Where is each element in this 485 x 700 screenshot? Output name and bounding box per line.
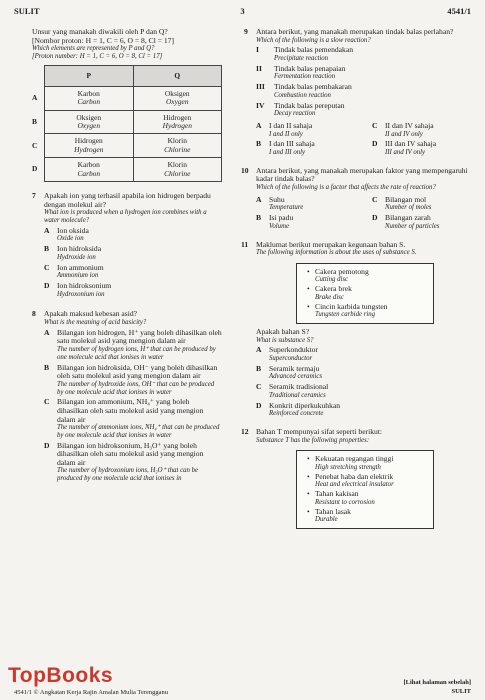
option-c: C Bilangan mol Number of moles: [372, 194, 432, 212]
table-row: A Karbon Carbon Oksigen Oxygen: [32, 86, 222, 110]
page-header: [14, 6, 471, 20]
box-item: • Cakera pemotong Cutting disc: [307, 268, 425, 284]
box-item: • Tahan kakisan Resistant to corrosion: [307, 490, 425, 506]
col-p-header: P: [45, 65, 134, 86]
q9-options: [256, 120, 474, 157]
col-q-header: Q: [133, 65, 222, 86]
q10-options: [256, 194, 474, 231]
option-b: B Bilangan ion hidroksida, OH⁻ yang boleh dihasilkan oleh satu molekul asid yang mengion dalam air The number of hydroxide ions, OH⁻ that can be produced by one molecule acid that ionises in water: [44, 362, 218, 396]
topbooks-logo: TopBooks: [8, 664, 114, 687]
page-number: 3: [240, 6, 245, 16]
question-10: 10 Antara berikut, yang manakah merupakan faktor yang mempengaruhi kadar tindak balas? Which of the following is a factor that affects the rate of reaction? A Suhu Temperature C Bilangan mol Number of moles B Isi padu Volume D Bilangan zarah Number of particles: [244, 167, 474, 231]
statement-iv: IV Tindak balas pereputan Decay reaction: [256, 100, 345, 118]
statement-iii: III Tindak balas pembakaran Combustion reaction: [256, 82, 352, 99]
option-a: A Bilangan ion hidrogen, H⁺ yang boleh dihasilkan oleh satu molekul asid yang mengion dalam air The number of hydrogen ions, H⁺ that can be produced by one molecule acid that ionises in water: [44, 327, 222, 361]
option-b: B I dan III sahaja I and III only: [256, 139, 315, 156]
option-d: D Konkrit diperkukuhkan Reinforced concrete: [256, 400, 341, 418]
paper-code: 4541/1: [447, 6, 471, 16]
box-item: • Cincin karbida tungsten Tungsten carbide ring: [307, 303, 425, 319]
statement-ii: II Tindak balas penapaian Fermentation reaction: [256, 63, 346, 81]
statement-i: I Tindak balas pemendakan Precipitate reaction: [256, 45, 354, 62]
option-d: D III dan IV sahaja III and IV only: [372, 139, 437, 156]
option-d: D Bilangan ion hidroksonium, H₃O⁺ yang boleh dihasilkan oleh satu molekul asid yang mengion dalam air The number of hydroxonium ions, H₃O⁺ that can be produced by one molecule acid that ionises in: [44, 440, 204, 483]
option-c: C Ion ammonium Ammonium ion: [44, 262, 104, 280]
question-11: 11 Maklumat berikut merupakan kegunaan bahan S. The following information is about the uses of substance S. • Cakera pemotong Cutting disc • Cakera brek Brake disc • Cincin karbida tungsten Tungsten carbide ring Apakah bahan S? What is substance S? A Superkonduktor Superconductor B Seramik termaju Advanced ceramics C Seramik tradisional Traditional ceramics D Konkrit diperkukuhkan Reinforced concrete: [244, 241, 474, 419]
q6-intro: Unsur yang manakah diwakili oleh P dan Q? [Nombor proton: H = 1, C = 6, O = 8, Cl = 17] Which elements are represented by P and Q? [Proton number: H = 1, C = 6, O = 8, Cl = 17]: [32, 27, 175, 60]
option-c: C Seramik tradisional Traditional ceramics: [256, 382, 329, 399]
option-a: A Superkonduktor Superconductor: [256, 345, 318, 363]
footer-copyright: 4541/1 © Angkatan Kerja Rajin Amalan Mulia Terengganu: [14, 689, 169, 696]
box-item: • Kekuatan regangan tinggi High stretching strength: [307, 455, 425, 471]
option-a: A Suhu Temperature: [256, 194, 304, 212]
table-row: D Karbon Carbon Klorin Chlorine: [32, 158, 222, 182]
left-column: [32, 28, 222, 483]
question-8: 8 Apakah maksud kebesan asid? What is the meaning of acid basicity? A Bilangan ion hidrogen, H⁺ yang boleh dihasilkan oleh satu molekul asid yang mengion dalam air The number of hydrogen ions, H⁺ that can be produced by one molecule acid that ionises in water B Bilangan ion hidroksida, OH⁻ yang boleh dihasilkan oleh satu molekul asid yang mengion dalam air The number of hydroxide ions, OH⁻ that can be produced by one molecule acid that ionises in water C Bilangan ion ammonium, NH₄⁺ yang boleh dihasilkan oleh satu molekul asid yang mengion dalam air The number of ammonium ions, NH₄⁺ that can be produced by one molecule acid that ionises in water D Bilangan ion hidroksonium, H₃O⁺ yang boleh dihasilkan oleh satu molekul asid yang mengion dalam air The number of hydroxonium ions, H₃O⁺ that can be produced by one molecule acid that ionises in: [32, 309, 222, 483]
question-7: 7 Apakah ion yang terhasil apabila ion hidrogen berpadu dengan molekul air? What ion is produced when a hydrogen ion combines with a water molecule? A Ion oksida Oxide ion B Ion hidroksida Hydroxide ion C Ion ammonium Ammonium ion D Ion hidroksonium Hydroxonium ion: [32, 192, 222, 298]
option-a: A Ion oksida Oxide ion: [44, 225, 89, 243]
header-left: SULIT: [14, 6, 40, 16]
question-9: 9 Antara berikut, yang manakah merupakan tindak balas perlahan? Which of the following is a slow reaction? I Tindak balas pemendakan Precipitate reaction II Tindak balas penapaian Fermentation reaction III Tindak balas pembakaran Combustion reaction IV Tindak balas pereputan Decay reaction A I dan II sahaja I and II only C II dan IV sahaja II and IV only B I dan III sahaja I and III only D III dan IV sahaja III and IV only: [244, 28, 474, 157]
option-c: C Bilangan ion ammonium, NH₄⁺ yang boleh dihasilkan oleh satu molekul asid yang mengion dalam air The number of ammonium ions, NH₄⁺ that can be produced by one molecule acid that ionises in water: [44, 397, 220, 439]
pq-table: [32, 65, 222, 182]
option-b: B Isi padu Volume: [256, 213, 294, 230]
option-c: C II dan IV sahaja II and IV only: [372, 120, 434, 138]
option-b: B Ion hidroksida Hydroxide ion: [44, 244, 102, 261]
uses-box: [296, 263, 434, 324]
option-d: D Ion hidroksonium Hydroxonium ion: [44, 280, 112, 298]
box-item: • Tahan lasak Durable: [307, 508, 425, 524]
footer-right: SULIT: [451, 688, 471, 695]
box-item: • Penebat haba dan elektrik Heat and electrical insulator: [307, 473, 425, 489]
table-row: C Hidrogen Hydrogen Klorin Chlorine: [32, 134, 222, 158]
option-d: D Bilangan zarah Number of particles: [372, 213, 440, 230]
option-a: A I dan II sahaja I and II only: [256, 120, 313, 138]
page-footer: [8, 664, 471, 696]
box-item: • Cakera brek Brake disc: [307, 285, 425, 301]
next-page-note: [Lihat halaman sebelah]: [403, 679, 471, 686]
right-column: [241, 27, 474, 533]
option-b: B Seramik termaju Advanced ceramics: [256, 363, 323, 381]
question-12: 12 Bahan T mempunyai sifat seperti berikut: Substance T has the following properties: • Kekuatan regangan tinggi High stretching strength • Penebat haba dan elektrik Heat and electrical insulator • Tahan kakisan Resistant to corrosion • Tahan lasak Durable: [244, 428, 474, 529]
properties-box: [296, 450, 434, 529]
table-row: B Oksigen Oxygen Hidrogen Hydrogen: [32, 110, 222, 134]
